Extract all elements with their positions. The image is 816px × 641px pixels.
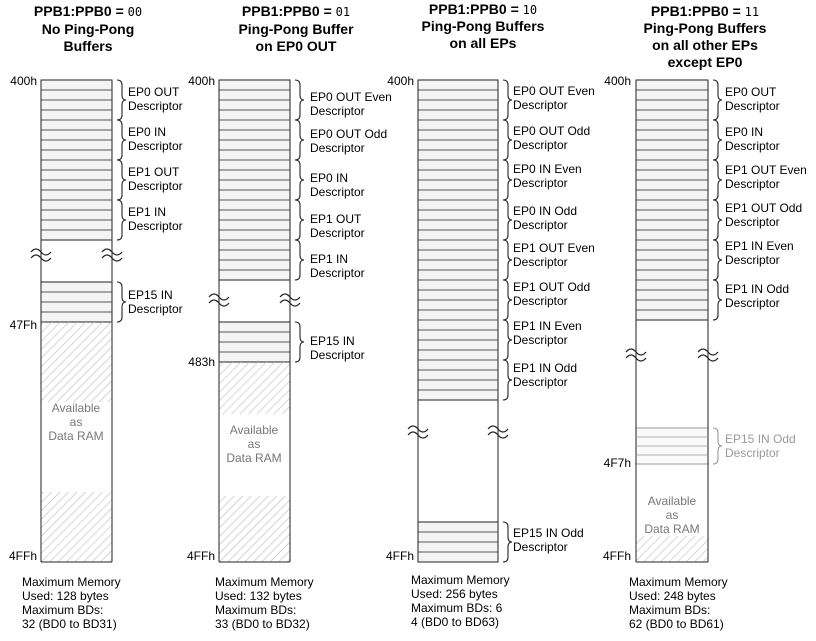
descriptor-label: Descriptor bbox=[128, 219, 183, 233]
address-label: 400h bbox=[387, 74, 414, 88]
descriptor-label: Descriptor bbox=[310, 266, 365, 280]
address-label: 400h bbox=[10, 74, 37, 88]
descriptor-label: EP0 OUT bbox=[725, 85, 777, 99]
memory-block bbox=[408, 80, 508, 562]
descriptor-brace bbox=[117, 80, 126, 120]
address-label: 4FFh bbox=[385, 549, 414, 563]
descriptor-brace bbox=[117, 120, 126, 160]
memory-footnote: 33 (BD0 to BD32) bbox=[215, 617, 310, 631]
descriptor-brace bbox=[503, 160, 512, 200]
available-ram-label: Available bbox=[647, 494, 697, 508]
descriptor-label: Descriptor bbox=[310, 185, 365, 199]
column-header-line-4: except EP0 bbox=[667, 54, 743, 70]
column-header-line-1: PPB1:PPB0 = 11 bbox=[650, 3, 760, 19]
available-ram-label: Available bbox=[51, 401, 101, 415]
descriptor-brace bbox=[503, 200, 512, 240]
memory-footnote: Used: 248 bytes bbox=[629, 589, 716, 603]
memory-footnote: 4 (BD0 to BD63) bbox=[411, 615, 500, 629]
available-ram-label: as bbox=[247, 437, 261, 451]
address-label: 4FFh bbox=[602, 549, 631, 563]
descriptor-label: EP15 IN bbox=[310, 334, 355, 348]
hatched-region bbox=[219, 362, 290, 414]
descriptor-label: EP1 OUT Odd bbox=[725, 201, 803, 215]
column-header-line-3: Buffers bbox=[63, 38, 113, 54]
hatched-region bbox=[219, 496, 290, 562]
descriptor-label: Descriptor bbox=[725, 177, 780, 191]
descriptor-brace bbox=[295, 120, 304, 160]
descriptor-brace bbox=[295, 80, 304, 120]
memory-footnote: Maximum Memory bbox=[411, 573, 510, 587]
column-ping-pong-ep0-out bbox=[187, 3, 392, 631]
memory-footnote: Maximum Memory bbox=[629, 575, 728, 589]
descriptor-label: Descriptor bbox=[513, 375, 568, 389]
descriptor-label: EP15 IN bbox=[128, 288, 173, 302]
descriptor-label: EP1 IN Odd bbox=[725, 282, 790, 296]
descriptor-label: Descriptor bbox=[725, 253, 780, 267]
descriptor-label: Descriptor bbox=[725, 99, 780, 113]
column-header-line-2: Ping-Pong Buffers bbox=[643, 20, 767, 36]
descriptor-label: Descriptor bbox=[310, 226, 365, 240]
descriptor-label: EP1 OUT Even bbox=[513, 241, 595, 255]
descriptor-brace bbox=[503, 240, 512, 280]
address-label: 4F7h bbox=[603, 456, 631, 470]
descriptor-label: Descriptor bbox=[725, 215, 780, 229]
memory-footnote: Maximum BDs: 6 bbox=[411, 601, 503, 615]
memory-footnote: 32 (BD0 to BD31) bbox=[22, 617, 117, 631]
descriptor-label: EP1 IN bbox=[128, 205, 167, 219]
descriptor-brace bbox=[503, 320, 512, 360]
descriptor-label: Descriptor bbox=[310, 141, 365, 155]
descriptor-label: Descriptor bbox=[725, 296, 780, 310]
hatched-region bbox=[636, 536, 708, 562]
address-label: 483h bbox=[188, 355, 215, 369]
descriptor-brace bbox=[713, 120, 722, 160]
descriptor-brace bbox=[503, 280, 512, 320]
memory-footnote: Used: 256 bytes bbox=[411, 587, 498, 601]
descriptor-brace bbox=[117, 160, 126, 200]
descriptor-label: Descriptor bbox=[128, 179, 183, 193]
column-header-line-3: on EP0 OUT bbox=[255, 38, 337, 54]
memory-footnote: Maximum BDs: bbox=[22, 603, 104, 617]
descriptor-label: EP0 IN bbox=[725, 125, 764, 139]
descriptor-label: EP0 IN bbox=[128, 125, 167, 139]
descriptor-label: EP1 IN bbox=[310, 252, 349, 266]
available-ram-label: Available bbox=[229, 423, 279, 437]
column-header-line-3: on all other EPs bbox=[652, 37, 758, 53]
descriptor-label: EP0 IN Odd bbox=[513, 204, 578, 218]
descriptor-brace bbox=[117, 282, 126, 322]
column-header-line-2: No Ping-Pong bbox=[41, 21, 135, 37]
descriptor-label: EP1 IN Even bbox=[725, 239, 794, 253]
address-label: 47Fh bbox=[9, 318, 37, 332]
descriptor-brace bbox=[713, 200, 722, 240]
hatched-region bbox=[41, 492, 112, 562]
descriptor-label: EP0 OUT Even bbox=[310, 90, 392, 104]
column-header-line-1: PPB1:PPB0 = 00 bbox=[33, 3, 143, 19]
descriptor-label: EP0 OUT bbox=[128, 85, 180, 99]
hatched-region bbox=[41, 322, 112, 402]
descriptor-label: Descriptor bbox=[513, 98, 568, 112]
descriptor-label: EP1 OUT Odd bbox=[513, 280, 591, 294]
descriptor-brace bbox=[295, 200, 304, 240]
descriptor-label: EP0 OUT Odd bbox=[310, 127, 388, 141]
memory-block bbox=[31, 80, 122, 562]
descriptor-label: Descriptor bbox=[128, 139, 183, 153]
memory-block bbox=[209, 80, 300, 562]
memory-footnote: Maximum Memory bbox=[22, 575, 121, 589]
descriptor-label: Descriptor bbox=[513, 176, 568, 190]
descriptor-label: EP1 OUT bbox=[310, 212, 362, 226]
column-header-line-2: Ping-Pong Buffers bbox=[421, 18, 545, 34]
descriptor-brace bbox=[503, 360, 512, 400]
descriptor-brace bbox=[503, 522, 512, 562]
descriptor-label: EP0 OUT Odd bbox=[513, 124, 591, 138]
descriptor-label: EP15 IN Odd bbox=[513, 526, 584, 540]
descriptor-label: EP0 OUT Even bbox=[513, 84, 595, 98]
descriptor-brace bbox=[295, 160, 304, 200]
descriptor-label: Descriptor bbox=[725, 139, 780, 153]
column-header-line-1: PPB1:PPB0 = 01 bbox=[241, 3, 351, 19]
descriptor-brace bbox=[713, 240, 722, 280]
descriptor-brace bbox=[713, 160, 722, 200]
descriptor-label: Descriptor bbox=[725, 446, 780, 460]
column-header-line-3: on all EPs bbox=[449, 35, 517, 51]
descriptor-brace bbox=[713, 80, 722, 120]
address-label: 4FFh bbox=[186, 549, 215, 563]
memory-footnote: Maximum BDs: bbox=[629, 603, 711, 617]
descriptor-label: EP15 IN Odd bbox=[725, 432, 796, 446]
available-ram-label: Data RAM bbox=[644, 522, 700, 536]
address-label: 400h bbox=[188, 74, 215, 88]
address-label: 400h bbox=[604, 74, 631, 88]
descriptor-label: EP1 IN Even bbox=[513, 319, 582, 333]
column-header-line-2: Ping-Pong Buffer bbox=[238, 21, 354, 37]
address-label: 4FFh bbox=[8, 549, 37, 563]
available-ram-label: as bbox=[69, 415, 83, 429]
memory-footnote: 62 (BD0 to BD61) bbox=[629, 617, 724, 631]
descriptor-brace bbox=[117, 200, 126, 240]
column-ping-pong-except-ep0 bbox=[603, 3, 807, 631]
available-ram-label: as bbox=[665, 508, 679, 522]
descriptor-label: Descriptor bbox=[513, 294, 568, 308]
descriptor-label: Descriptor bbox=[310, 104, 365, 118]
descriptor-brace bbox=[503, 120, 512, 160]
descriptor-label: EP0 IN Even bbox=[513, 162, 582, 176]
descriptor-label: Descriptor bbox=[310, 348, 365, 362]
descriptor-label: Descriptor bbox=[513, 333, 568, 347]
memory-footnote: Used: 132 bytes bbox=[215, 589, 302, 603]
memory-footnote: Used: 128 bytes bbox=[22, 589, 109, 603]
descriptor-brace bbox=[713, 280, 722, 320]
descriptor-label: Descriptor bbox=[513, 255, 568, 269]
memory-footnote: Maximum BDs: bbox=[215, 603, 297, 617]
descriptor-brace bbox=[295, 322, 304, 362]
descriptor-label: Descriptor bbox=[128, 302, 183, 316]
memory-footnote: Maximum Memory bbox=[215, 575, 314, 589]
descriptor-brace bbox=[295, 240, 304, 280]
descriptor-label: Descriptor bbox=[513, 138, 568, 152]
descriptor-label: EP1 IN Odd bbox=[513, 361, 578, 375]
descriptor-label: Descriptor bbox=[513, 540, 568, 554]
column-ping-pong-all-eps bbox=[386, 1, 595, 629]
memory-block bbox=[626, 80, 718, 562]
column-no-ping-pong bbox=[9, 3, 183, 631]
column-header-line-1: PPB1:PPB0 = 10 bbox=[428, 1, 538, 17]
descriptor-label: EP0 IN bbox=[310, 171, 349, 185]
available-ram-label: Data RAM bbox=[226, 451, 282, 465]
descriptor-brace bbox=[713, 428, 722, 464]
descriptor-label: EP1 OUT bbox=[128, 165, 180, 179]
descriptor-label: Descriptor bbox=[513, 218, 568, 232]
descriptor-label: EP1 OUT Even bbox=[725, 163, 807, 177]
descriptor-label: Descriptor bbox=[128, 99, 183, 113]
descriptor-brace bbox=[503, 80, 512, 120]
available-ram-label: Data RAM bbox=[48, 429, 104, 443]
